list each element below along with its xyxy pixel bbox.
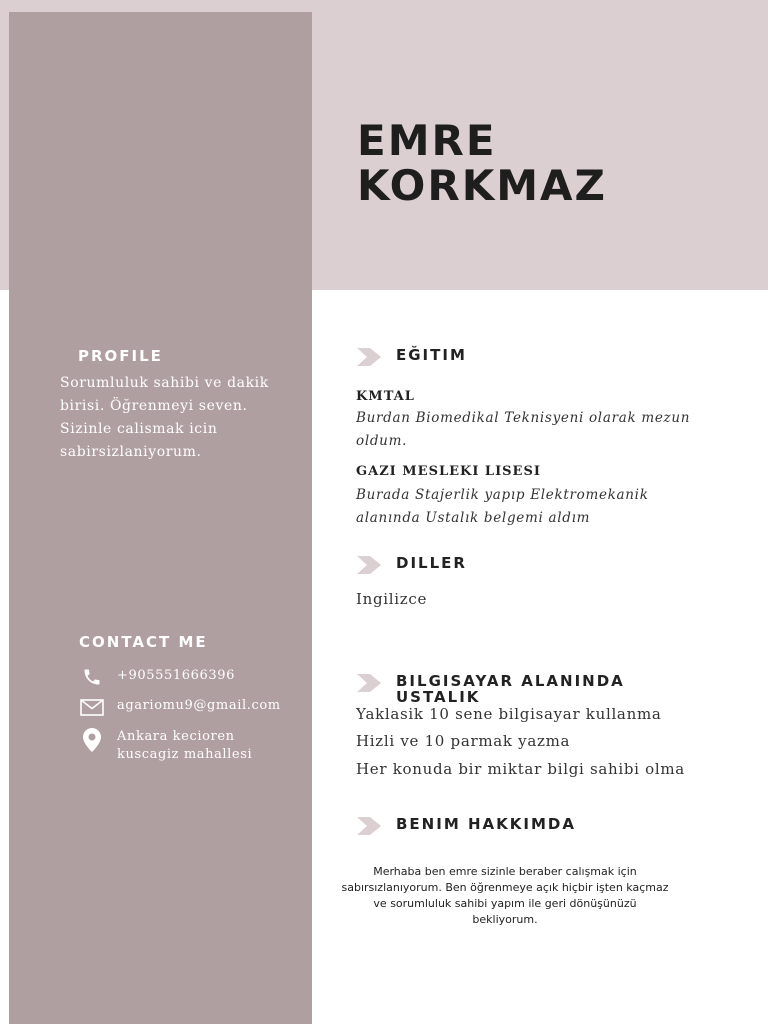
skill-item: Hizli ve 10 parmak yazma <box>356 732 571 750</box>
chevron-icon <box>357 348 381 366</box>
languages-header <box>357 555 686 574</box>
contact-email[interactable]: agariomu9@gmail.com <box>117 698 281 713</box>
school-description: Burada Stajerlik yapıp Elektromekanik alanında Ustalık belgemi aldım <box>356 487 649 526</box>
school-name: GAZI MESLEKI LISESI <box>356 464 541 479</box>
skill-item: Yaklasik 10 sene bilgisayar kullanma <box>356 705 662 723</box>
location-pin-icon <box>80 728 104 752</box>
about-title: BENIM HAKKIMDA <box>396 815 576 833</box>
chevron-icon <box>357 674 381 692</box>
sidebar <box>9 12 312 1024</box>
about-text: Merhaba ben emre sizinle beraber calışmak için sabırsızlanıyorum. Ben öğrenmeye açık hiçbir işten kaçmaz ve sorumluluk sahibi yapım ile geri dönüşünüzü bekliyorum. <box>341 865 669 926</box>
candidate-name <box>357 118 757 208</box>
school-name: KMTAL <box>356 389 415 404</box>
computer-skills-header <box>357 673 686 705</box>
contact-email-row <box>80 697 281 717</box>
school-description: Burdan Biomedikal Teknisyeni olarak mezun oldum. <box>356 410 691 449</box>
contact-heading: CONTACT ME <box>79 633 208 651</box>
contact-address: Ankara kecioren kuscagiz mahallesi <box>117 729 253 762</box>
computer-skills-title: BILGISAYAR ALANINDA USTALIK <box>396 672 625 706</box>
about-header <box>357 816 686 835</box>
language-item: Ingilizce <box>356 590 428 608</box>
skill-item: Her konuda bir miktar bilgi sahibi olma <box>356 760 685 778</box>
chevron-icon <box>357 556 381 574</box>
chevron-icon <box>357 817 381 835</box>
education-title: EĞITIM <box>396 346 467 364</box>
contact-address-row <box>80 728 252 764</box>
education-header <box>357 347 686 366</box>
contact-phone-row <box>80 667 235 687</box>
phone-icon <box>80 667 104 687</box>
name-last: KORKMAZ <box>357 161 608 210</box>
envelope-icon <box>80 697 104 717</box>
profile-heading: PROFILE <box>78 347 163 365</box>
languages-title: DILLER <box>396 554 467 572</box>
name-first: EMRE <box>357 116 497 165</box>
profile-text: Sorumluluk sahibi ve dakik birisi. Öğrenmeyi seven. Sizinle calismak icin sabirsizlaniyorum. <box>60 375 269 460</box>
contact-phone[interactable]: +905551666396 <box>117 668 235 683</box>
